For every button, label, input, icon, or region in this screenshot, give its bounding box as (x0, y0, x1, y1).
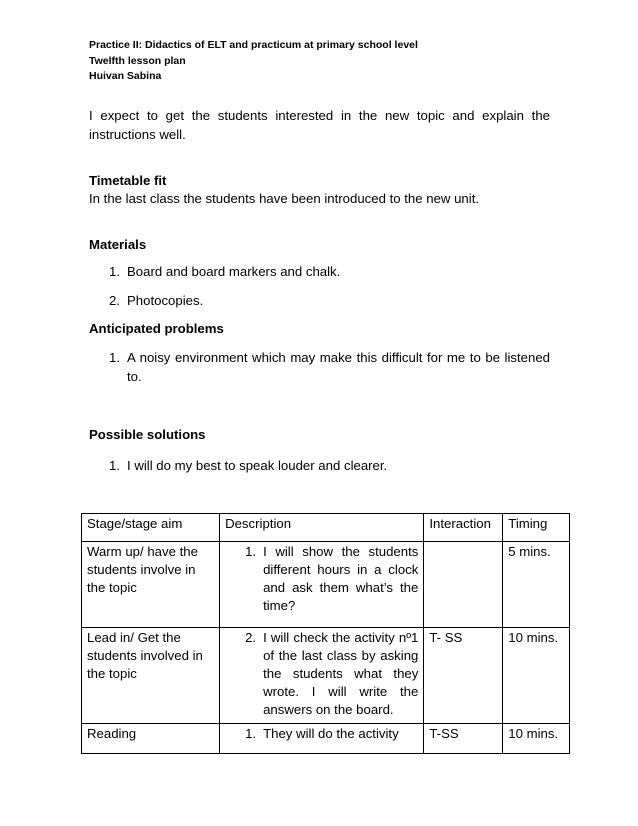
solutions-heading: Possible solutions (89, 427, 206, 442)
column-header-stage: Stage/stage aim (82, 514, 220, 542)
list-number: 1. (109, 350, 120, 365)
description-cell (220, 724, 424, 754)
problems-heading: Anticipated problems (89, 321, 224, 336)
column-header-timing: Timing (503, 514, 570, 542)
list-text: A noisy environment which may make this difficult for me to be listened to. (127, 350, 550, 384)
course-title: Practice II: Didactics of ELT and practicum at primary school level (89, 39, 418, 51)
timing-cell: 10 mins. (503, 724, 570, 754)
materials-heading: Materials (89, 237, 147, 252)
list-item (109, 457, 550, 476)
list-number: 2. (109, 293, 120, 308)
timetable-heading: Timetable fit (89, 173, 167, 188)
stage-cell: Warm up/ have the students involve in the topic (82, 542, 220, 628)
list-number: 1. (109, 264, 120, 279)
column-header-description: Description (220, 514, 424, 542)
list-item (109, 349, 550, 386)
description-text: I will check the activity nº1 of the last class by asking the students what they wrote. I will write the answers on the board. (263, 630, 419, 717)
table-row (82, 628, 570, 724)
lesson-plan-table (81, 513, 570, 754)
description-number: 1. (245, 544, 257, 559)
table-row (82, 724, 570, 754)
timetable-text: In the last class the students have been introduced to the new unit. (89, 191, 480, 206)
intro-paragraph: I expect to get the students interested in the new topic and explain the instructions well. (89, 108, 550, 142)
description-cell (220, 628, 424, 724)
lesson-plan-title: Twelfth lesson plan (89, 54, 186, 67)
document-header (89, 38, 418, 85)
list-item (109, 263, 550, 282)
column-header-interaction: Interaction (424, 514, 503, 542)
list-text: Photocopies. (127, 293, 204, 308)
timing-cell: 10 mins. (503, 628, 570, 724)
description-cell (220, 542, 424, 628)
list-text: I will do my best to speak louder and clearer. (127, 458, 388, 473)
interaction-cell (424, 542, 503, 628)
stage-cell: Lead in/ Get the students involved in the topic (82, 628, 220, 724)
timing-cell: 5 mins. (503, 542, 570, 628)
list-number: 1. (109, 458, 120, 473)
table-header-row (82, 514, 570, 542)
list-text: Board and board markers and chalk. (127, 264, 341, 279)
description-text: They will do the activity (263, 726, 399, 741)
interaction-cell: T- SS (424, 628, 503, 724)
description-text: I will show the students different hours in a clock and ask them what’s the time? (263, 544, 419, 613)
interaction-cell: T-SS (424, 724, 503, 754)
table-row (82, 542, 570, 628)
description-number: 1. (245, 726, 257, 741)
stage-cell: Reading (82, 724, 220, 754)
description-number: 2. (245, 630, 257, 645)
list-item (109, 292, 550, 311)
author-name: Huivan Sabina (89, 70, 162, 82)
